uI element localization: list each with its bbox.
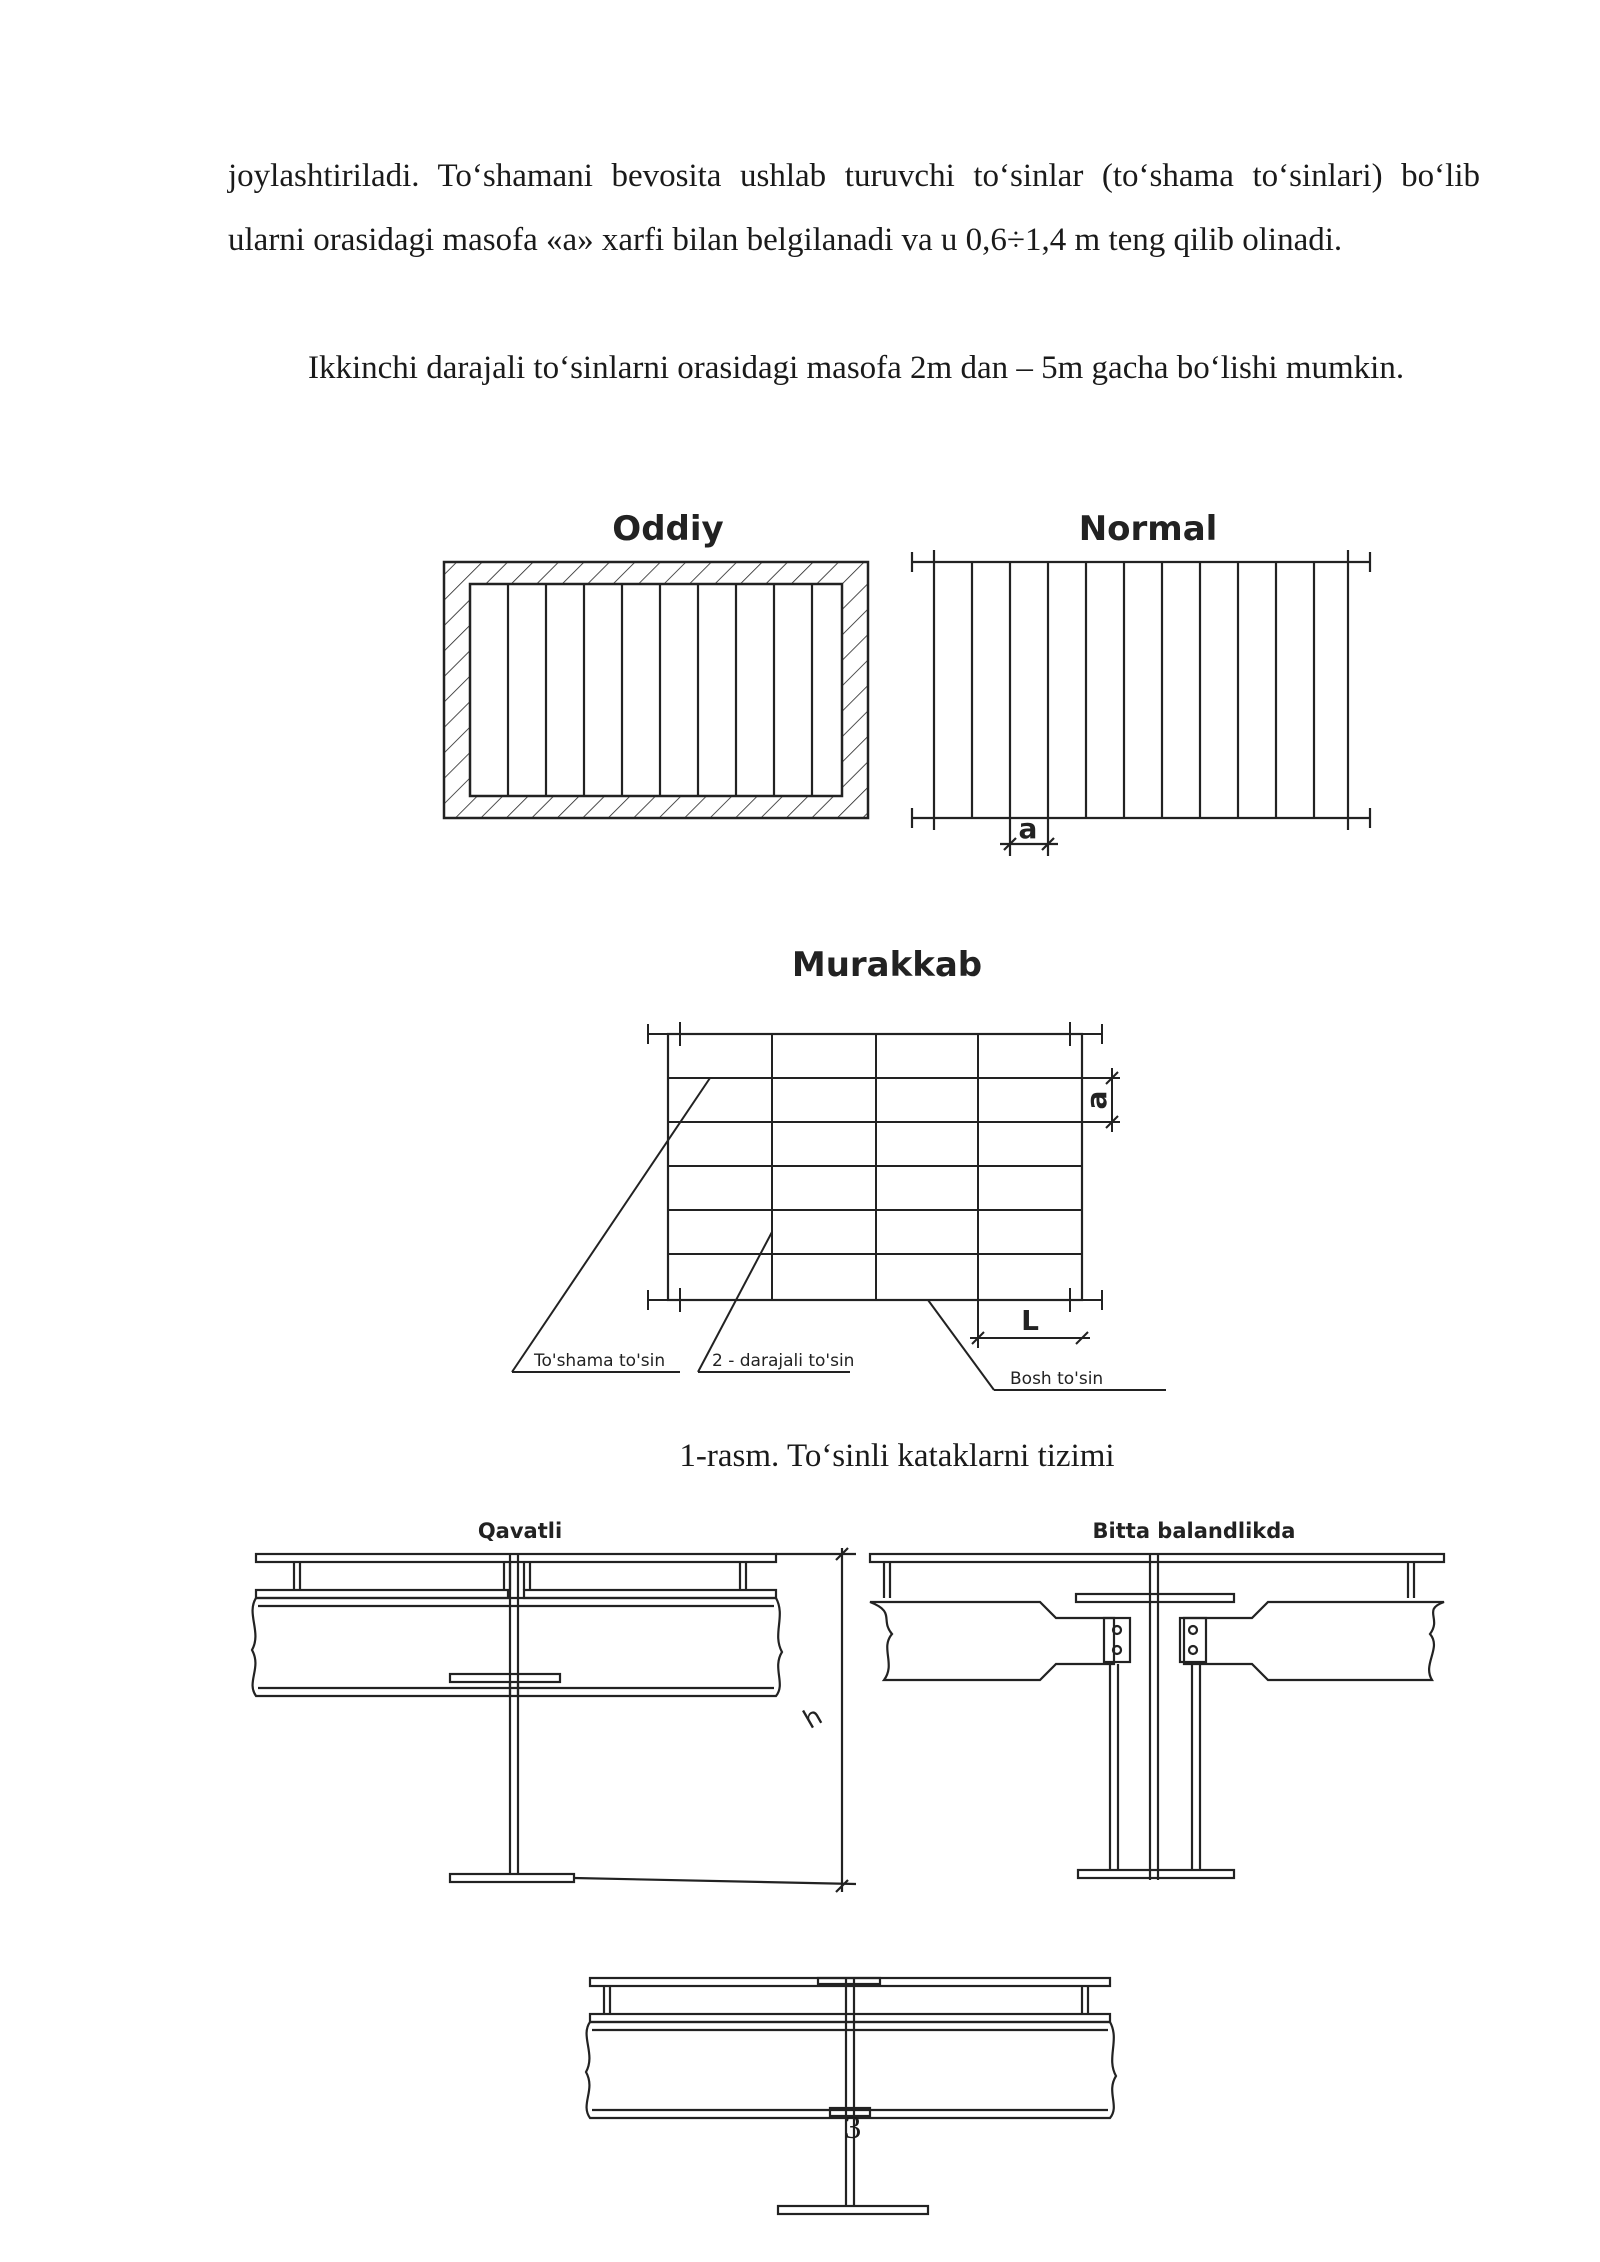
oddiy-label: Oddiy — [612, 509, 724, 549]
normal-dim-a: a — [1018, 812, 1038, 845]
bitta-balandlikda-diagram — [870, 1519, 1444, 1880]
paragraph-1: joylashtiriladi. To‘shamani bevosita ushlab turuvchi to‘sinlar (to‘shama to‘sinlari) bo‘lib ularni orasidagi masofa «a» xarfi bilan belgilanadi va u 0,6÷1,4 m teng qilib olinadi. — [228, 158, 1480, 258]
normal-label: Normal — [1078, 509, 1218, 549]
bitta-label: Bitta balandlikda — [1092, 1519, 1296, 1543]
qavatli-diagram — [252, 1519, 856, 1892]
murakkab-dim-L: L — [1021, 1304, 1039, 1337]
qavatli-dim-h: h — [798, 1701, 828, 1736]
figure-caption: 1-rasm. To‘sinli kataklarni tizimi — [679, 1438, 1115, 1474]
leader-label-toshama: To'shama to'sin — [534, 1351, 666, 1371]
paragraph-2: Ikkinchi darajali to‘sinlarni orasidagi masofa 2m dan – 5m gacha bo‘lishi mumkin. — [308, 350, 1405, 386]
oddiy-diagram — [444, 509, 868, 818]
leader-label-2daraja: 2 - darajali to'sin — [712, 1351, 855, 1371]
leader-label-bosh: Bosh to'sin — [1010, 1369, 1104, 1389]
murakkab-label: Murakkab — [791, 945, 983, 985]
qavatli-label: Qavatli — [477, 1519, 563, 1543]
page-number: 3 — [844, 2110, 862, 2146]
murakkab-dim-a: a — [1080, 1090, 1113, 1110]
murakkab-diagram — [512, 945, 1166, 1390]
normal-diagram — [912, 509, 1370, 856]
beam-diagram-bottom — [586, 1978, 1116, 2214]
